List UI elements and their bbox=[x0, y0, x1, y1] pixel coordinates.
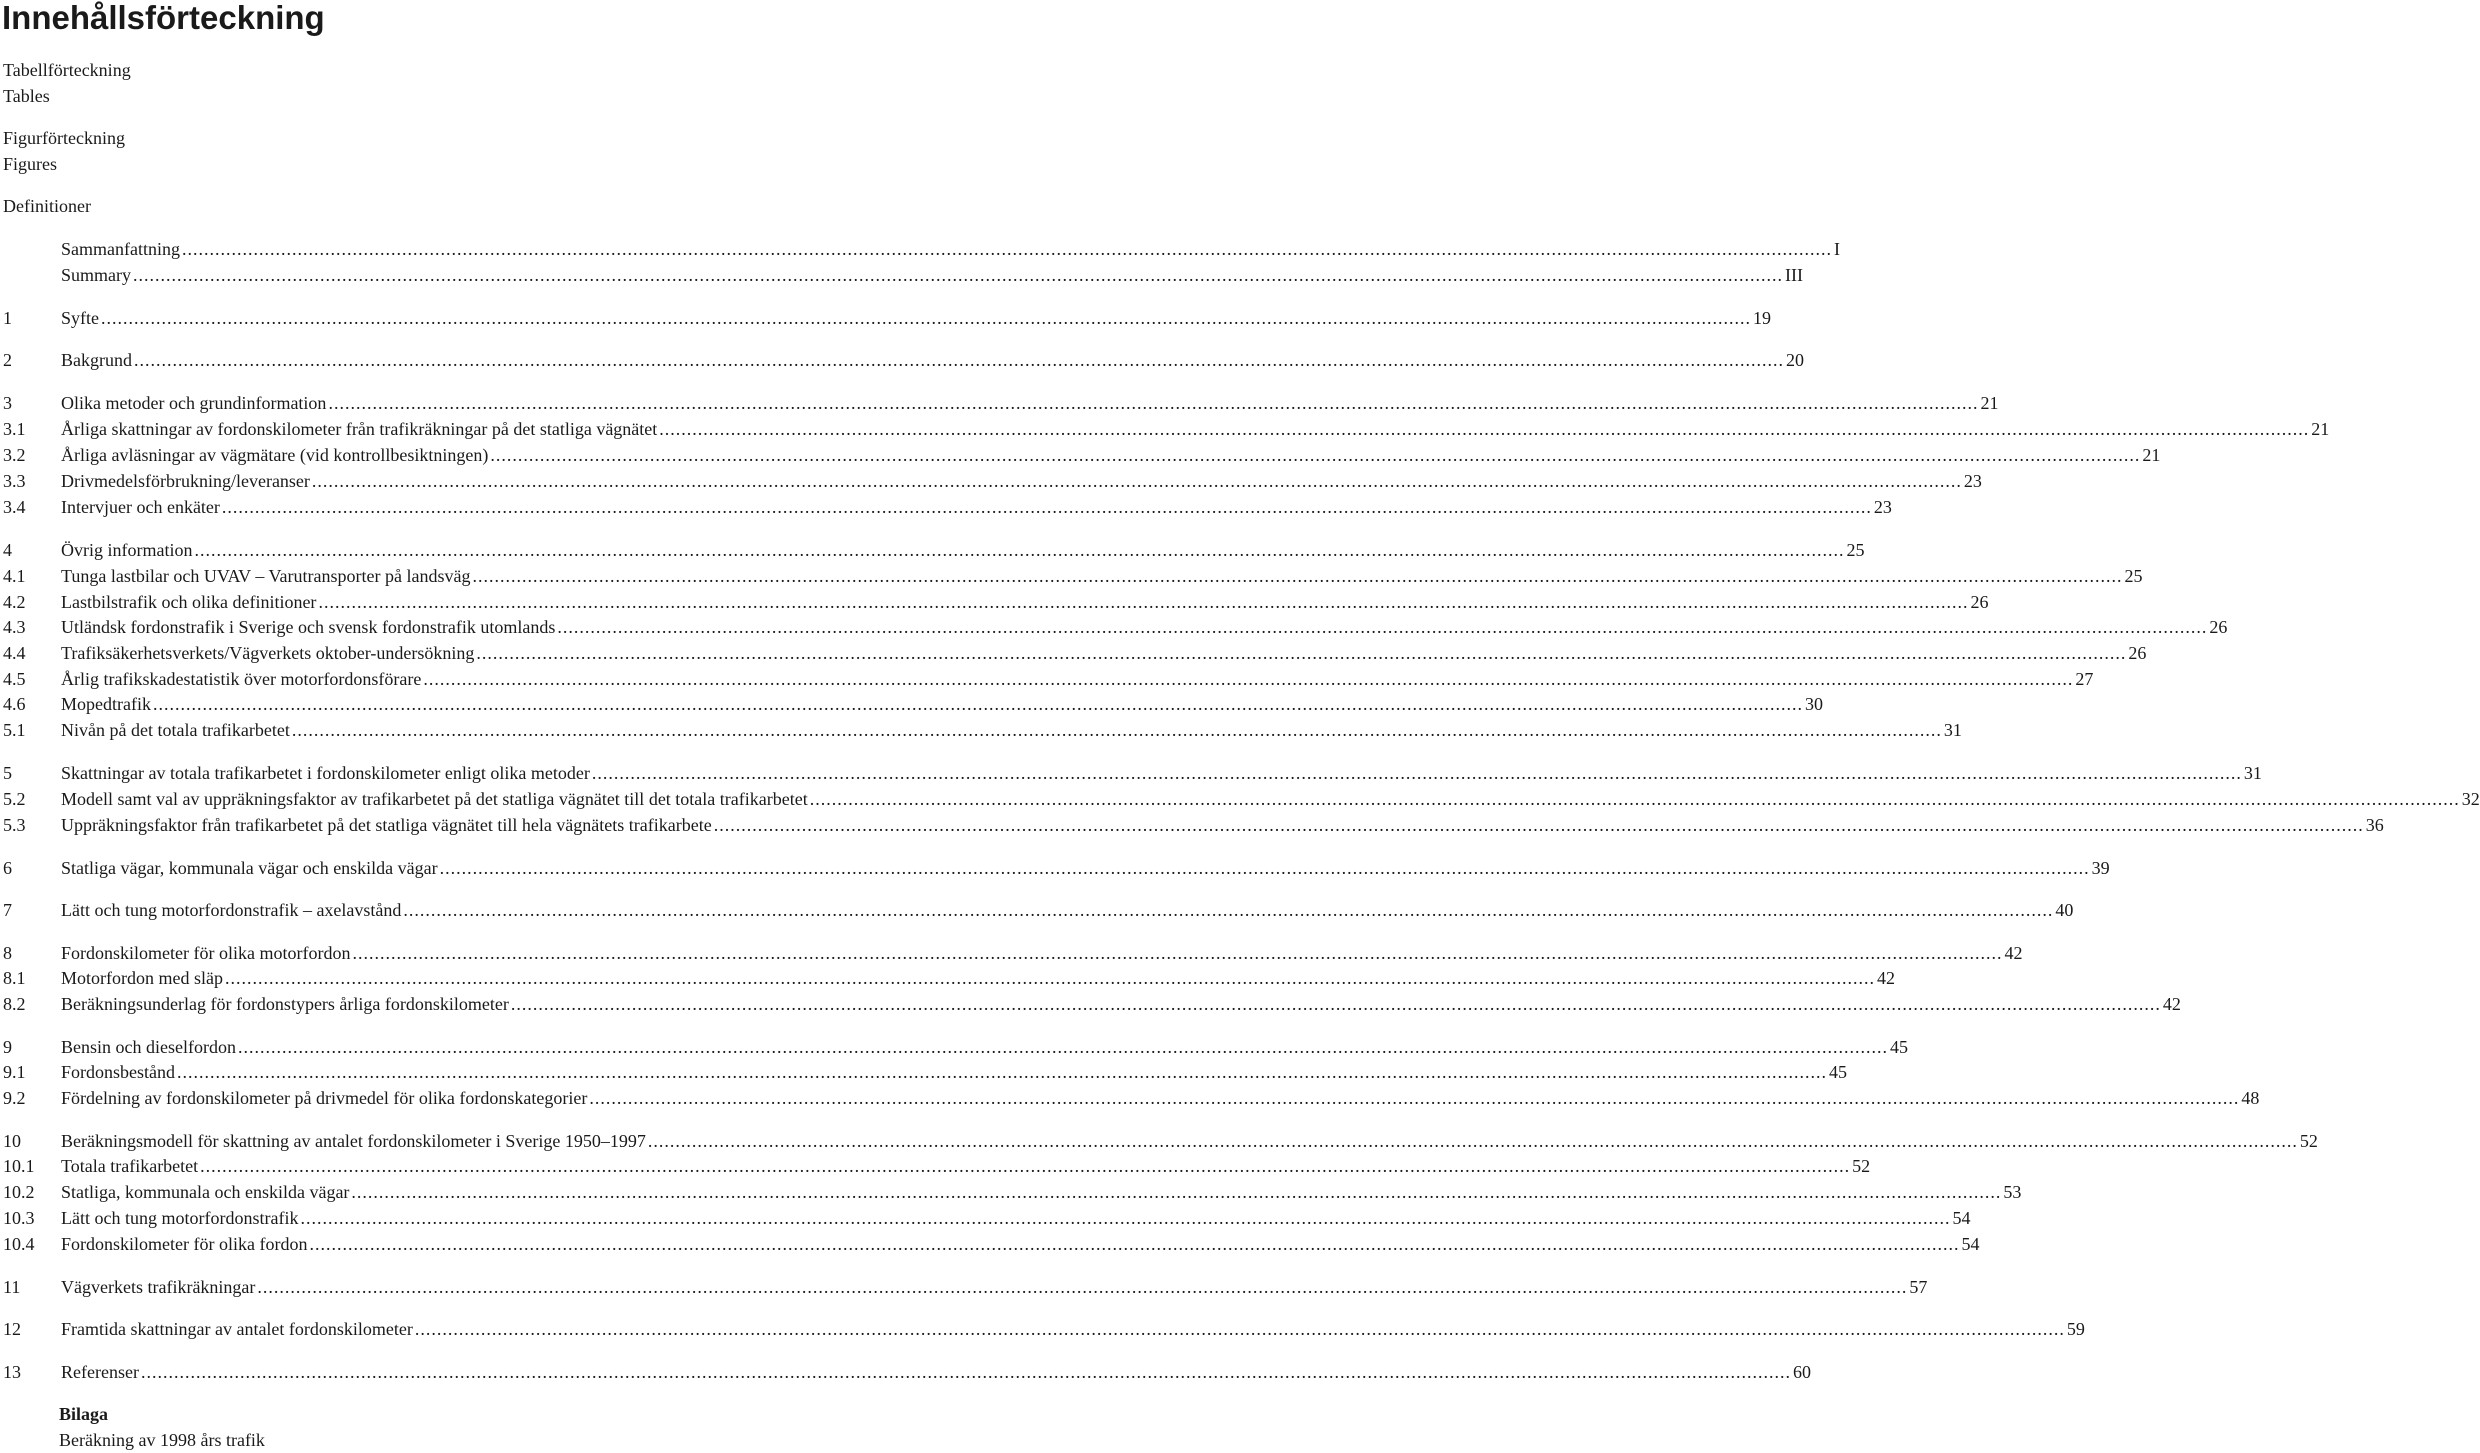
toc-entry-number: 4.2 bbox=[3, 592, 26, 612]
toc-leader-dots: ............................................................................................................................................................................................................................................................................................................ bbox=[257, 1277, 1908, 1297]
toc-entry-title: Skattningar av totala trafikarbetet i fordonskilometer enligt olika metoder bbox=[61, 763, 590, 783]
toc-entry-page: III bbox=[1785, 265, 1803, 285]
toc-entry[interactable] bbox=[0, 897, 2074, 923]
toc-entry-page: 25 bbox=[1846, 540, 1865, 560]
toc-leader-dots: ............................................................................................................................................................................................................................................................................................................ bbox=[140, 1362, 1791, 1382]
toc-entry-page: 36 bbox=[2365, 815, 2384, 835]
toc-entry-page: 23 bbox=[1963, 471, 1982, 491]
toc-leader-dots: ............................................................................................................................................................................................................................................................................................................ bbox=[177, 1062, 1827, 1082]
toc-entry-title: Nivån på det totala trafikarbetet bbox=[61, 720, 290, 740]
toc-entry[interactable] bbox=[0, 236, 1840, 262]
toc-entry-title: Framtida skattningar av antalet fordonskilometer bbox=[61, 1319, 413, 1339]
toc-entry-page: 60 bbox=[1792, 1362, 1811, 1382]
toc-leader-dots: ............................................................................................................................................................................................................................................................................................................ bbox=[589, 1088, 2240, 1108]
toc-leader-dots: ............................................................................................................................................................................................................................................................................................................ bbox=[237, 1037, 1888, 1057]
toc-entry[interactable] bbox=[0, 717, 1962, 743]
toc-entry-number: 5.3 bbox=[3, 815, 26, 835]
toc-entry-title: Lätt och tung motorfordonstrafik – axelavstånd bbox=[61, 900, 402, 920]
toc-entry-title: Bakgrund bbox=[61, 350, 132, 370]
toc-leader-dots: ............................................................................................................................................................................................................................................................................................................ bbox=[510, 994, 2161, 1014]
toc-entry-title: Tunga lastbilar och UVAV – Varutransporter på landsväg bbox=[61, 566, 471, 586]
toc-entry-page: 45 bbox=[1829, 1062, 1847, 1082]
toc-leader-dots: ............................................................................................................................................................................................................................................................................................................ bbox=[133, 265, 1783, 285]
toc-leader-dots: ............................................................................................................................................................................................................................................................................................................ bbox=[472, 566, 2123, 586]
toc-entry-number: 1 bbox=[3, 308, 12, 328]
toc-entry-page: 48 bbox=[2241, 1088, 2260, 1108]
toc-entry-title: Motorfordon med släp bbox=[61, 968, 223, 988]
toc-front-figurforteckning[interactable]: Figurförteckning bbox=[3, 128, 125, 148]
toc-entry-number: 8 bbox=[3, 943, 12, 963]
toc-leader-dots: ............................................................................................................................................................................................................................................................................................................ bbox=[809, 789, 2460, 809]
toc-leader-dots: ............................................................................................................................................................................................................................................................................................................ bbox=[557, 617, 2208, 637]
toc-leader-dots: ............................................................................................................................................................................................................................................................................................................ bbox=[476, 643, 2127, 663]
toc-entry-page: 31 bbox=[1943, 720, 1962, 740]
toc-entry-number: 5.2 bbox=[3, 789, 26, 809]
toc-entry-page: 26 bbox=[2209, 617, 2228, 637]
toc-entry-page: 42 bbox=[2162, 994, 2181, 1014]
toc-leader-dots: ............................................................................................................................................................................................................................................................................................................ bbox=[194, 540, 1845, 560]
toc-entry[interactable] bbox=[0, 1059, 1847, 1085]
toc-entry-number: 10.4 bbox=[3, 1234, 35, 1254]
toc-entry-title: Fordonsbestånd bbox=[61, 1062, 175, 1082]
toc-entry-page: 54 bbox=[1961, 1234, 1980, 1254]
toc-entry-page: I bbox=[1833, 239, 1840, 259]
toc-entry[interactable] bbox=[0, 442, 2161, 468]
toc-entry-number: 10.1 bbox=[3, 1156, 35, 1176]
toc-entry-title: Modell samt val av uppräkningsfaktor av trafikarbetet på det statliga vägnätet till det totala trafikarbetet bbox=[61, 789, 808, 809]
toc-front-tabellforteckning[interactable]: Tabellförteckning bbox=[3, 60, 131, 80]
toc-leader-dots: ............................................................................................................................................................................................................................................................................................................ bbox=[591, 763, 2242, 783]
toc-entry[interactable] bbox=[0, 537, 1865, 563]
toc-entry-title: Mopedtrafik bbox=[61, 694, 151, 714]
toc-entry-title: Intervjuer och enkäter bbox=[61, 497, 220, 517]
toc-entry[interactable] bbox=[0, 563, 2143, 589]
toc-entry-number: 8.2 bbox=[3, 994, 26, 1014]
page-title: Innehållsförteckning bbox=[2, 0, 325, 36]
toc-leader-dots: ............................................................................................................................................................................................................................................................................................................ bbox=[352, 943, 2003, 963]
toc-leader-dots: ............................................................................................................................................................................................................................................................................................................ bbox=[318, 592, 1969, 612]
toc-entry[interactable] bbox=[0, 589, 1989, 615]
toc-entry[interactable] bbox=[0, 468, 1982, 494]
toc-entry-title: Uppräkningsfaktor från trafikarbetet på det statliga vägnätet till hela vägnätets trafikarbete bbox=[61, 815, 712, 835]
toc-entry[interactable] bbox=[0, 390, 1999, 416]
toc-leader-dots: ............................................................................................................................................................................................................................................................................................................ bbox=[152, 694, 1803, 714]
toc-entry[interactable] bbox=[0, 1085, 2260, 1111]
toc-entry-title: Sammanfattning bbox=[61, 239, 180, 259]
toc-entry-title: Fordonskilometer för olika motorfordon bbox=[61, 943, 351, 963]
toc-entry[interactable] bbox=[0, 991, 2181, 1017]
toc-entry-number: 3.4 bbox=[3, 497, 26, 517]
toc-entry-number: 4.4 bbox=[3, 643, 26, 663]
toc-entry-page: 26 bbox=[2128, 643, 2147, 663]
toc-entry-title: Beräkningsmodell för skattning av antalet fordonskilometer i Sverige 1950–1997 bbox=[61, 1131, 646, 1151]
toc-entry-title: Drivmedelsförbrukning/leveranser bbox=[61, 471, 310, 491]
toc-entry[interactable] bbox=[0, 416, 2330, 442]
appendix-title[interactable]: Beräkning av 1998 års trafik bbox=[59, 1430, 265, 1450]
toc-entry[interactable] bbox=[0, 965, 1895, 991]
toc-entry-number: 2 bbox=[3, 350, 12, 370]
toc-leader-dots: ............................................................................................................................................................................................................................................................................................................ bbox=[659, 419, 2310, 439]
toc-entry-number: 4 bbox=[3, 540, 12, 560]
toc-entry-title: Totala trafikarbetet bbox=[61, 1156, 199, 1176]
toc-entry[interactable] bbox=[0, 1153, 1871, 1179]
toc-entry-title: Övrig information bbox=[61, 540, 193, 560]
toc-entry-page: 27 bbox=[2075, 669, 2094, 689]
toc-entry-title: Syfte bbox=[61, 308, 99, 328]
toc-entry-number: 4.1 bbox=[3, 566, 26, 586]
toc-entry-page: 52 bbox=[1852, 1156, 1871, 1176]
toc-entry-title: Trafiksäkerhetsverkets/Vägverkets oktober-undersökning bbox=[61, 643, 475, 663]
toc-entry-page: 39 bbox=[2091, 858, 2110, 878]
toc-entry[interactable] bbox=[0, 1205, 1971, 1231]
toc-entry-title: Statliga, kommunala och enskilda vägar bbox=[61, 1182, 350, 1202]
toc-entry-title: Årliga avläsningar av vägmätare (vid kontrollbesiktningen) bbox=[61, 445, 489, 465]
toc-entry-number: 5.1 bbox=[3, 720, 26, 740]
toc-entry[interactable] bbox=[0, 760, 2262, 786]
toc-entry-page: 19 bbox=[1753, 308, 1771, 328]
toc-entry-title: Lastbilstrafik och olika definitioner bbox=[61, 592, 317, 612]
toc-entry-number: 7 bbox=[3, 900, 12, 920]
toc-entry[interactable] bbox=[0, 640, 2147, 666]
toc-entry[interactable] bbox=[0, 666, 2094, 692]
toc-entry-number: 9.2 bbox=[3, 1088, 26, 1108]
toc-entry-page: 20 bbox=[1786, 350, 1804, 370]
toc-leader-dots: ............................................................................................................................................................................................................................................................................................................ bbox=[423, 669, 2074, 689]
toc-entry-title: Fordonskilometer för olika fordon bbox=[61, 1234, 308, 1254]
toc-entry[interactable] bbox=[0, 940, 2023, 966]
toc-entry-title: Summary bbox=[61, 265, 131, 285]
toc-leader-dots: ............................................................................................................................................................................................................................................................................................................ bbox=[224, 968, 1875, 988]
toc-entry-title: Vägverkets trafikräkningar bbox=[61, 1277, 256, 1297]
toc-entry[interactable] bbox=[0, 691, 1823, 717]
toc-leader-dots: ............................................................................................................................................................................................................................................................................................................ bbox=[328, 393, 1979, 413]
toc-leader-dots: ............................................................................................................................................................................................................................................................................................................ bbox=[181, 239, 1832, 259]
toc-entry[interactable] bbox=[0, 1274, 1928, 1300]
toc-entry-number: 3.2 bbox=[3, 445, 26, 465]
toc-entry[interactable] bbox=[0, 614, 2228, 640]
toc-entry[interactable] bbox=[0, 305, 1771, 331]
toc-entry-title: Referenser bbox=[61, 1362, 139, 1382]
toc-entry-title: Statliga vägar, kommunala vägar och enskilda vägar bbox=[61, 858, 438, 878]
toc-entry-page: 21 bbox=[1980, 393, 1999, 413]
toc-leader-dots: ............................................................................................................................................................................................................................................................................................................ bbox=[311, 471, 1962, 491]
toc-entry-page: 25 bbox=[2124, 566, 2143, 586]
toc-leader-dots: ............................................................................................................................................................................................................................................................................................................ bbox=[439, 858, 2090, 878]
toc-leader-dots: ............................................................................................................................................................................................................................................................................................................ bbox=[490, 445, 2141, 465]
toc-entry[interactable] bbox=[0, 1231, 1980, 1257]
toc-entry-page: 31 bbox=[2243, 763, 2262, 783]
toc-entry-number: 10.3 bbox=[3, 1208, 35, 1228]
toc-entry[interactable] bbox=[0, 1316, 2085, 1342]
toc-entry-title: Fördelning av fordonskilometer på drivmedel för olika fordonskategorier bbox=[61, 1088, 588, 1108]
toc-front-figures[interactable]: Figures bbox=[3, 154, 57, 174]
toc-entry-number: 3.1 bbox=[3, 419, 26, 439]
toc-entry-number: 10.2 bbox=[3, 1182, 35, 1202]
toc-entry-title: Lätt och tung motorfordonstrafik bbox=[61, 1208, 299, 1228]
appendix-label: Bilaga bbox=[59, 1404, 109, 1424]
toc-entry-number: 12 bbox=[3, 1319, 21, 1339]
toc-entry-number: 8.1 bbox=[3, 968, 26, 988]
toc-entry[interactable] bbox=[0, 1359, 1811, 1385]
toc-entry-page: 59 bbox=[2066, 1319, 2085, 1339]
toc-entry-title: Årlig trafikskadestatistik över motorfordonsförare bbox=[61, 669, 422, 689]
toc-entry-page: 21 bbox=[2142, 445, 2161, 465]
toc-entry-number: 11 bbox=[3, 1277, 21, 1297]
toc-entry-page: 26 bbox=[1970, 592, 1989, 612]
toc-entry-page: 32 bbox=[2461, 789, 2480, 809]
toc-leader-dots: ............................................................................................................................................................................................................................................................................................................ bbox=[414, 1319, 2065, 1339]
toc-leader-dots: ............................................................................................................................................................................................................................................................................................................ bbox=[647, 1131, 2298, 1151]
toc-leader-dots: ............................................................................................................................................................................................................................................................................................................ bbox=[309, 1234, 1960, 1254]
toc-leader-dots: ............................................................................................................................................................................................................................................................................................................ bbox=[300, 1208, 1951, 1228]
toc-entry-number: 4.5 bbox=[3, 669, 26, 689]
toc-entry-page: 30 bbox=[1804, 694, 1823, 714]
toc-entry-number: 3 bbox=[3, 393, 12, 413]
toc-entry-page: 23 bbox=[1873, 497, 1892, 517]
toc-entry-number: 9.1 bbox=[3, 1062, 26, 1082]
toc-leader-dots: ............................................................................................................................................................................................................................................................................................................ bbox=[713, 815, 2364, 835]
toc-entry-page: 52 bbox=[2299, 1131, 2318, 1151]
toc-front-tables[interactable]: Tables bbox=[3, 86, 50, 106]
toc-entry-title: Årliga skattningar av fordonskilometer från trafikräkningar på det statliga vägnätet bbox=[61, 419, 658, 439]
toc-entry-number: 5 bbox=[3, 763, 12, 783]
toc-entry-title: Bensin och dieselfordon bbox=[61, 1037, 236, 1057]
toc-entry[interactable] bbox=[0, 786, 2480, 812]
toc-entry[interactable] bbox=[0, 1179, 2022, 1205]
toc-leader-dots: ............................................................................................................................................................................................................................................................................................................ bbox=[403, 900, 2054, 920]
toc-front-definitioner[interactable]: Definitioner bbox=[3, 196, 91, 216]
toc-entry[interactable] bbox=[0, 855, 2110, 881]
toc-entry-number: 10 bbox=[3, 1131, 21, 1151]
toc-entry-page: 42 bbox=[2004, 943, 2023, 963]
toc-entry-title: Olika metoder och grundinformation bbox=[61, 393, 327, 413]
toc-entry-number: 9 bbox=[3, 1037, 12, 1057]
toc-entry-number: 3.3 bbox=[3, 471, 26, 491]
toc-entry-page: 54 bbox=[1952, 1208, 1971, 1228]
toc-entry-title: Beräkningsunderlag för fordonstypers årliga fordonskilometer bbox=[61, 994, 509, 1014]
toc-entry-page: 57 bbox=[1909, 1277, 1928, 1297]
toc-leader-dots: ............................................................................................................................................................................................................................................................................................................ bbox=[200, 1156, 1851, 1176]
toc-leader-dots: ............................................................................................................................................................................................................................................................................................................ bbox=[351, 1182, 2002, 1202]
toc-entry[interactable] bbox=[0, 347, 1804, 373]
toc-leader-dots: ............................................................................................................................................................................................................................................................................................................ bbox=[291, 720, 1942, 740]
toc-entry[interactable] bbox=[0, 812, 2384, 838]
toc-entry-number: 13 bbox=[3, 1362, 21, 1382]
toc-entry-page: 40 bbox=[2055, 900, 2074, 920]
toc-entry-page: 21 bbox=[2311, 419, 2330, 439]
toc-entry-number: 6 bbox=[3, 858, 12, 878]
toc-entry[interactable] bbox=[0, 1034, 1908, 1060]
toc-entry[interactable] bbox=[0, 1128, 2318, 1154]
toc-entry-number: 4.3 bbox=[3, 617, 26, 637]
toc-leader-dots: ............................................................................................................................................................................................................................................................................................................ bbox=[221, 497, 1872, 517]
toc-entry-number: 4.6 bbox=[3, 694, 26, 714]
toc-entry-title: Utländsk fordonstrafik i Sverige och svensk fordonstrafik utomlands bbox=[61, 617, 556, 637]
toc-entry[interactable] bbox=[0, 494, 1892, 520]
toc-entry-page: 53 bbox=[2003, 1182, 2022, 1202]
toc-leader-dots: ............................................................................................................................................................................................................................................................................................................ bbox=[134, 350, 1784, 370]
toc-entry[interactable] bbox=[0, 262, 1803, 288]
toc-entry-page: 45 bbox=[1889, 1037, 1908, 1057]
toc-leader-dots: ............................................................................................................................................................................................................................................................................................................ bbox=[101, 308, 1751, 328]
toc-entry-page: 42 bbox=[1876, 968, 1895, 988]
